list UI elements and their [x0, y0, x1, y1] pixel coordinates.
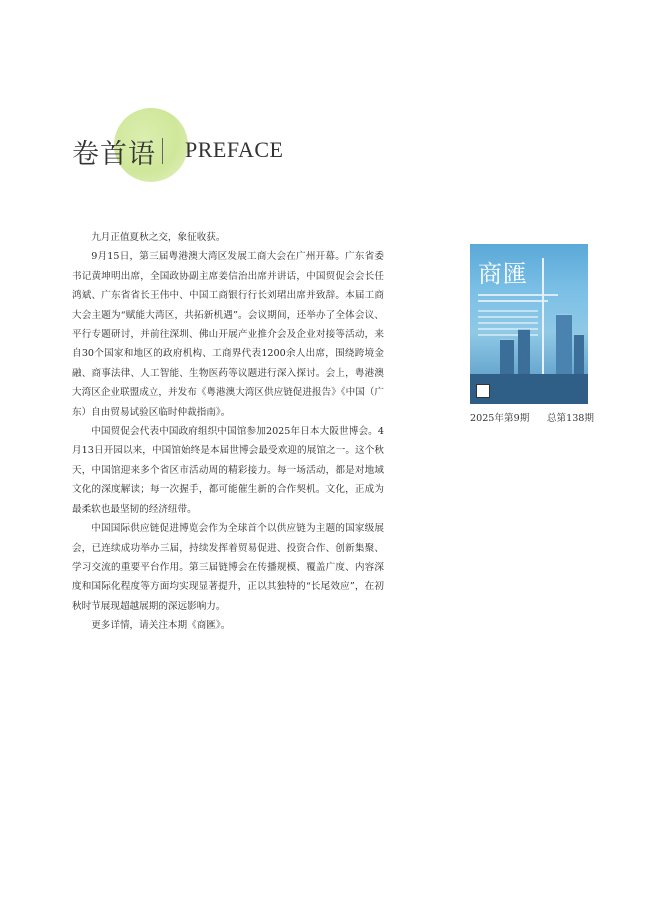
cover-text-line	[478, 316, 538, 318]
cover-tower	[542, 258, 544, 388]
cover-text-line	[478, 294, 558, 296]
issue-info	[470, 410, 594, 424]
title-divider	[162, 138, 163, 164]
cover-text-line	[478, 300, 548, 302]
cover-text-line	[478, 310, 538, 312]
paragraph-5: 更多详情，请关注本期《商匯》。	[91, 620, 231, 632]
total-issue-number: 总第138期	[546, 413, 594, 424]
cover-title: 商匯	[478, 260, 528, 288]
paragraph-3: 中国贸促会代表中国政府组织中国馆参加2025年日本大阪世博会。4月13日开园以来，中国馆始终是本届世博会最受欢迎的展馆之一。这个秋天，中国馆迎来多个省区市活动周的精彩接力。每一场活动，都是对地域文化的深度解读；每一次握手，都可能催生新的合作契机。文化，正成为最柔软也最坚韧的经济纽带。	[72, 426, 384, 515]
issue-number: 2025年第9期	[470, 413, 530, 424]
title-english: PREFACE	[185, 137, 284, 162]
preface-body	[72, 228, 384, 636]
magazine-cover-image	[470, 244, 588, 404]
paragraph-1: 九月正值夏秋之交，象征收获。	[91, 232, 226, 243]
cover-text-line	[478, 322, 538, 324]
title-chinese: 卷首语	[72, 139, 156, 170]
paragraph-2: 9月15日，第三届粤港澳大湾区发展工商大会在广州开幕。广东省委书记黄坤明出席，全国政协副主席姜信治出席并讲话，中国贸促会会长任鸿斌、广东省省长王伟中、中国工商银行行长刘珺出席并致辞。本届工商大会主题为“赋能大湾区，共拓新机遇”。会议期间，还举办了全体会议、平行专题研讨，并前往深圳、佛山开展产业推介会及企业对接等活动，来自30个国家和地区的政府机构、工商界代表1200余人出席，围绕跨境金融、商事法律、人工智能、生物医药等议题进行深入探讨。会上，粤港澳大湾区企业联盟成立，并发布《粤港澳大湾区供应链促进报告》《中国（广东）自由贸易试验区临时仲裁指南》。	[72, 251, 384, 418]
page-header	[72, 108, 372, 198]
paragraph-4: 中国国际供应链促进博览会作为全球首个以供应链为主题的国家级展会，已连续成功举办三届，持续发挥着贸易促进、投资合作、创新集聚、学习交流的重要平台作用。第三届链博会在传播规模、覆盖广度、内容深度和国际化程度等方面均实现显著提升，正以其独特的“长尾效应”，在初秋时节展现超越展期的深远影响力。	[72, 523, 384, 612]
qr-code-icon	[476, 384, 490, 398]
